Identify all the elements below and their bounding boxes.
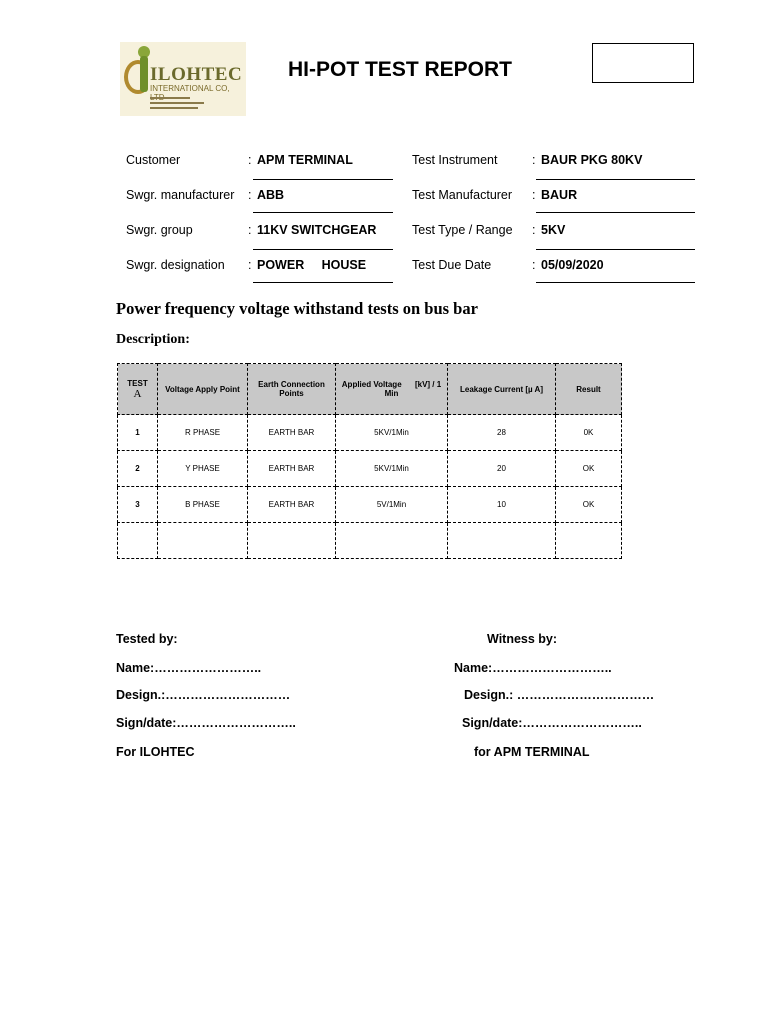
logo-address-line bbox=[150, 102, 204, 104]
design-field-left: Design.:………………………… bbox=[116, 688, 291, 702]
table-row bbox=[118, 451, 622, 487]
results-table bbox=[117, 363, 622, 559]
table-row-empty bbox=[118, 523, 622, 559]
logo-name: ILOHTEC bbox=[150, 64, 243, 85]
colon: : bbox=[532, 188, 536, 202]
colon: : bbox=[248, 223, 252, 237]
cell-result: 0K bbox=[556, 415, 622, 451]
cell-earth: EARTH BAR bbox=[248, 487, 336, 523]
cell-earth: EARTH BAR bbox=[248, 415, 336, 451]
cell-voltage: 5KV/1Min bbox=[336, 451, 448, 487]
cell-point: Y PHASE bbox=[158, 451, 248, 487]
for-company-right: for APM TERMINAL bbox=[474, 745, 590, 759]
colon: : bbox=[532, 153, 536, 167]
sign-date-field-right: Sign/date:……………………….. bbox=[462, 716, 642, 730]
cell-test-no: 3 bbox=[118, 487, 158, 523]
colon: : bbox=[248, 153, 252, 167]
underline bbox=[253, 249, 393, 250]
cell-empty bbox=[556, 523, 622, 559]
underline bbox=[536, 282, 695, 283]
design-field-right: Design.: …………………………… bbox=[464, 688, 655, 702]
witness-by-label: Witness by: bbox=[487, 632, 558, 646]
colon: : bbox=[248, 188, 252, 202]
underline bbox=[253, 212, 393, 213]
header-applied-voltage: Applied Voltage [kV] / 1 Min bbox=[336, 364, 448, 415]
header-test bbox=[118, 364, 158, 415]
logo-address-line bbox=[150, 97, 190, 99]
cell-empty bbox=[158, 523, 248, 559]
table-row bbox=[118, 415, 622, 451]
swgr-group-label: Swgr. group bbox=[126, 223, 193, 237]
cell-voltage: 5V/1Min bbox=[336, 487, 448, 523]
colon: : bbox=[248, 258, 252, 272]
underline bbox=[536, 179, 695, 180]
swgr-group-value: 11KV SWITCHGEAR bbox=[257, 223, 377, 237]
name-field-right: Name:……………………….. bbox=[454, 661, 612, 675]
logo-address-line bbox=[150, 107, 198, 109]
test-instrument-value: BAUR PKG 80KV bbox=[541, 153, 643, 167]
test-manufacturer-label: Test Manufacturer bbox=[412, 188, 513, 202]
header-test-label: TEST bbox=[127, 378, 148, 388]
cell-leakage: 20 bbox=[448, 451, 556, 487]
test-instrument-label: Test Instrument bbox=[412, 153, 498, 167]
cell-empty bbox=[248, 523, 336, 559]
cell-point: B PHASE bbox=[158, 487, 248, 523]
logo-stem bbox=[140, 56, 148, 92]
underline bbox=[536, 212, 695, 213]
header-test-sub: A bbox=[133, 387, 142, 400]
description-label: Description: bbox=[116, 332, 190, 347]
tested-by-label: Tested by: bbox=[116, 632, 178, 646]
customer-label: Customer bbox=[126, 153, 181, 167]
underline bbox=[253, 179, 393, 180]
test-manufacturer-value: BAUR bbox=[541, 188, 578, 202]
section-heading: Power frequency voltage withstand tests on bus bar bbox=[116, 299, 478, 318]
for-company-left: For ILOHTEC bbox=[116, 745, 195, 759]
underline bbox=[536, 249, 695, 250]
table-header-row bbox=[118, 364, 622, 415]
colon: : bbox=[532, 223, 536, 237]
header-voltage-apply-point: Voltage Apply Point bbox=[158, 364, 248, 415]
cell-leakage: 28 bbox=[448, 415, 556, 451]
table-row bbox=[118, 487, 622, 523]
test-type-label: Test Type / Range bbox=[412, 223, 513, 237]
test-type-value: 5KV bbox=[541, 223, 566, 237]
swgr-designation-label: Swgr. designation bbox=[126, 258, 225, 272]
header-result: Result bbox=[556, 364, 622, 415]
swgr-designation-value: POWER HOUSE bbox=[257, 258, 367, 272]
colon: : bbox=[532, 258, 536, 272]
cell-empty bbox=[336, 523, 448, 559]
logo-subtitle: INTERNATIONAL CO, bbox=[150, 84, 230, 93]
cell-earth: EARTH BAR bbox=[248, 451, 336, 487]
test-due-date-label: Test Due Date bbox=[412, 258, 492, 272]
company-logo bbox=[120, 42, 246, 116]
name-field-left: Name:…………………….. bbox=[116, 661, 262, 675]
cell-empty bbox=[448, 523, 556, 559]
test-due-date-value: 05/09/2020 bbox=[541, 258, 604, 272]
cell-test-no: 2 bbox=[118, 451, 158, 487]
header-leakage-current: Leakage Current [µ A] bbox=[448, 364, 556, 415]
customer-value: APM TERMINAL bbox=[257, 153, 353, 167]
cell-empty bbox=[118, 523, 158, 559]
cell-leakage: 10 bbox=[448, 487, 556, 523]
cell-test-no: 1 bbox=[118, 415, 158, 451]
swgr-manufacturer-value: ABB bbox=[257, 188, 285, 202]
cell-point: R PHASE bbox=[158, 415, 248, 451]
reference-box bbox=[592, 43, 694, 83]
cell-voltage: 5KV/1Min bbox=[336, 415, 448, 451]
sign-date-field-left: Sign/date:……………………….. bbox=[116, 716, 296, 730]
report-title: HI-POT TEST REPORT bbox=[287, 58, 512, 81]
swgr-manufacturer-label: Swgr. manufacturer bbox=[126, 188, 235, 202]
underline bbox=[253, 282, 393, 283]
cell-result: OK bbox=[556, 487, 622, 523]
header-earth-connection: Earth Connection Points bbox=[248, 364, 336, 415]
cell-result: OK bbox=[556, 451, 622, 487]
